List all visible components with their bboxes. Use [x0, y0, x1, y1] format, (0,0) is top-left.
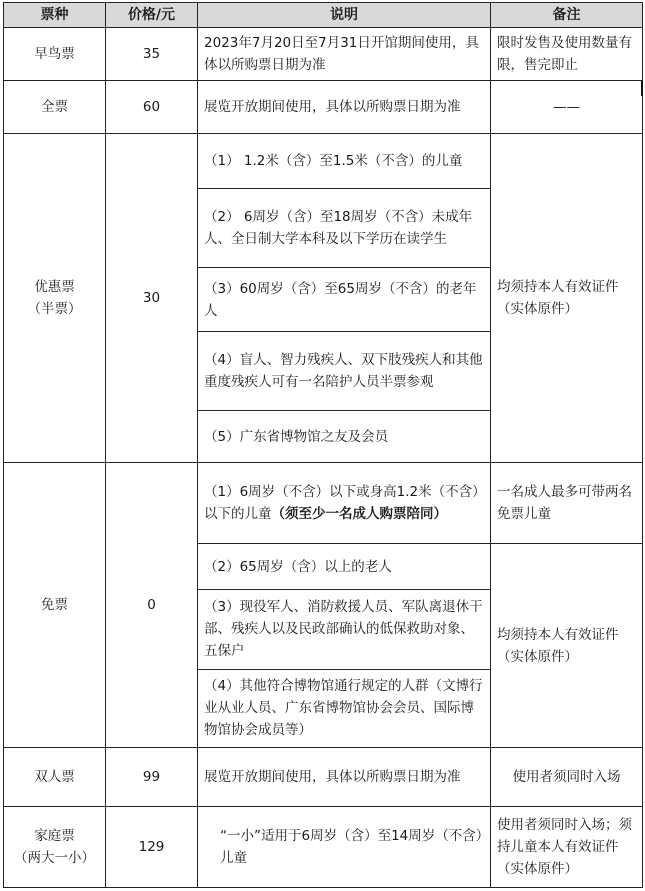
table-row: [4, 748, 643, 807]
header-ticket-type: 票种: [4, 3, 106, 28]
free-ticket-item: [198, 463, 491, 543]
table-row: [4, 81, 643, 133]
header-remarks: 备注: [491, 3, 643, 28]
edge-marker: [641, 80, 643, 96]
free-ticket-remark-id: 均须持本人有效证件（实体原件）: [491, 543, 643, 747]
free-ticket-item: （3）现役军人、消防救援人员、军队离退休干部、残疾人以及民政部确认的低保救助对象、五保户: [198, 590, 491, 669]
half-ticket-item: （3）60周岁（含）至65周岁（不含）的老年人: [198, 268, 491, 331]
family-ticket-description: “一小”适用于6周岁（含）至14周岁（不含）儿童: [198, 807, 491, 888]
table-row: [4, 28, 643, 81]
double-ticket-description: 展览开放期间使用，具体以所购票日期为准: [198, 748, 491, 807]
header-price: 价格/元: [106, 3, 198, 28]
half-ticket-item: （1） 1.2米（含）至1.5米（不含）的儿童: [198, 133, 491, 188]
double-ticket-remark: 使用者须同时入场: [491, 748, 643, 807]
family-ticket-type-line2: （两大一小）: [14, 850, 95, 867]
free-ticket-type: 免票: [4, 463, 106, 748]
half-ticket-item: （2） 6周岁（含）至18周岁（不含）未成年人、全日制大学本科及以下学历在读学生: [198, 188, 491, 267]
half-ticket-item: （4）盲人、智力残疾人、双下肢残疾人和其他重度残疾人可有一名陪护人员半票参观: [198, 331, 491, 410]
full-ticket-type: 全票: [4, 81, 106, 133]
half-ticket-price: 30: [106, 133, 198, 463]
full-ticket-description: 展览开放期间使用，具体以所购票日期为准: [198, 81, 491, 133]
free-ticket-price: 0: [106, 463, 198, 748]
full-ticket-price: 60: [106, 81, 198, 133]
free-ticket-item-text: （1）6周岁（不含）以下或身高1.2米（不含）以下的儿童: [204, 484, 479, 523]
half-ticket-remark: 均须持本人有效证件（实体原件）: [491, 133, 643, 463]
table-header-row: [4, 3, 643, 28]
table-row: [4, 463, 643, 543]
early-bird-price: 35: [106, 28, 198, 81]
family-ticket-price: 129: [106, 807, 198, 888]
table-row: [4, 133, 643, 188]
early-bird-description: 2023年7月20日至7月31日开馆期间使用，具体以所购票日期为准: [198, 28, 491, 81]
free-ticket-item: （4）其他符合博物馆通行规定的人群（文博行业从业人员、广东省博物馆协会会员、国际博物馆协会成员等）: [198, 669, 491, 747]
free-ticket-item: （2）65周岁（含）以上的老人: [198, 543, 491, 589]
full-ticket-remark: ——: [491, 81, 643, 133]
table-row: [4, 807, 643, 888]
free-ticket-remark-children: 一名成人最多可带两名免票儿童: [491, 463, 643, 543]
early-bird-remark: 限时发售及使用数量有限，售完即止: [491, 28, 643, 81]
ticket-page: [3, 2, 642, 888]
double-ticket-price: 99: [106, 748, 198, 807]
half-ticket-type-line2: （半票）: [27, 301, 82, 318]
ticket-price-table: [3, 2, 643, 888]
half-ticket-type-line1: 优惠票: [34, 279, 75, 296]
family-ticket-type-line1: 家庭票: [34, 828, 75, 845]
free-ticket-item-emphasis: （须至少一名成人购票陪同）: [271, 506, 447, 523]
early-bird-type: 早鸟票: [4, 28, 106, 81]
half-ticket-type: [4, 133, 106, 463]
half-ticket-item: （5）广东省博物馆之友及会员: [198, 411, 491, 463]
family-ticket-remark: 使用者须同时入场；须持儿童本人有效证件（实体原件）: [491, 807, 643, 888]
header-description: 说明: [198, 3, 491, 28]
double-ticket-type: 双人票: [4, 748, 106, 807]
family-ticket-type: [4, 807, 106, 888]
